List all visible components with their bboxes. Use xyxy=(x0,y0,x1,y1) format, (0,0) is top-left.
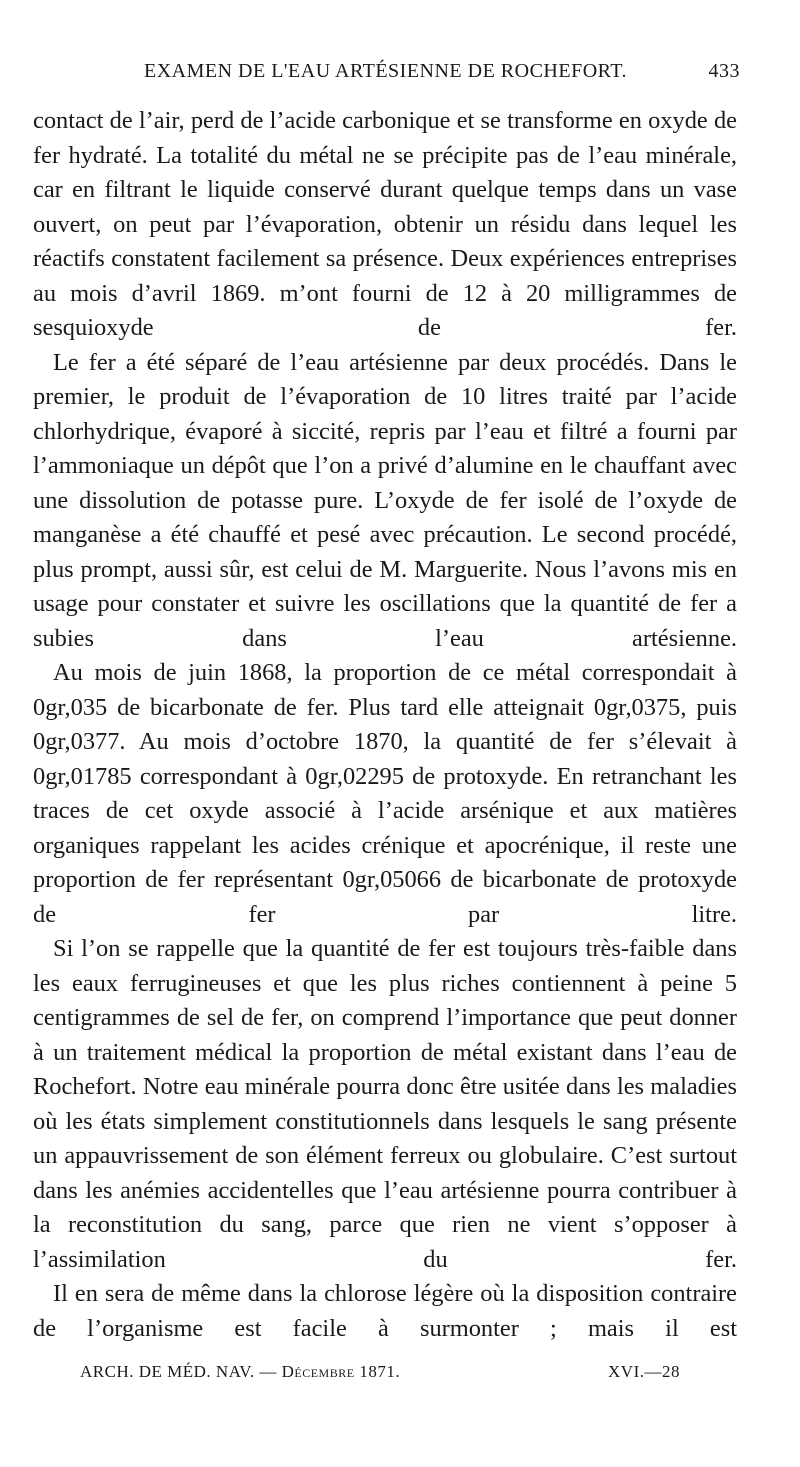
text-body xyxy=(33,104,737,1346)
paragraph: Le fer a été séparé de l’eau artésienne par deux procédés. Dans le premier, le produit de l’évaporation de 10 litres traité par l’acide chlorhydrique, évaporé à siccité, repris par l’eau et filtré a fourni par l’ammoniaque un dépôt que l’on a privé d’alumine en le chauffant avec une dissolution de potasse pure. L’oxyde de fer isolé de l’oxyde de manganèse a été chauffé et pesé avec précaution. Le second procédé, plus prompt, aussi sûr, est celui de M. Marguerite. Nous l’avons mis en usage pour constater et suivre les oscillations que la quantité de fer a subies dans l’eau artésienne. xyxy=(33,348,737,652)
paragraph: Au mois de juin 1868, la proportion de ce métal correspondait à 0gr,035 de bicarbonate de fer. Plus tard elle atteignait 0gr,0375, puis 0gr,0377. Au mois d’octobre 1870, la quantité de fer s’élevait à 0gr,01785 correspondant à 0gr,02295 de protoxyde. En retranchant les traces de cet oxyde associé à l’acide arsénique et aux matières organiques rappelant les acides crénique et apocrénique, il reste une proportion de fer représentant 0gr,05066 de bicarbonate de protoxyde de fer par litre. xyxy=(33,659,737,928)
paragraph: Il en sera de même dans la chlorose légère où la disposition contraire de l’organisme est facile à surmonter ; mais il est xyxy=(33,1280,737,1342)
footer-journal: ARCH. DE MÉD. NAV. — Décembre 1871. xyxy=(80,1362,401,1381)
paragraph: contact de l’air, perd de l’acide carbonique et se transforme en oxyde de fer hydraté. La totalité du métal ne se précipite pas de l’eau minérale, car en filtrant le liquide conservé durant quelque temps dans un vase ouvert, on peut par l’évaporation, obtenir un résidu dans lequel les réactifs constatent facilement sa présence. Deux expériences entreprises au mois d’avril 1869. m’ont fourni de 12 à 20 milligrammes de sesquioxyde de fer. xyxy=(33,107,737,341)
running-title: EXAMEN DE L'EAU ARTÉSIENNE DE ROCHEFORT. xyxy=(144,60,628,82)
footer-signature: XVI.—28 xyxy=(608,1362,680,1381)
paragraph: Si l’on se rappelle que la quantité de fer est toujours très-faible dans les eaux ferrugineuses et que les plus riches contiennent à peine 5 centigrammes de sel de fer, on comprend l’importance que peut donner à un traitement médical la proportion de métal existant dans l’eau de Rochefort. Notre eau minérale pourra donc être usitée dans les maladies où les états simplement constitutionnels dans lesquels le sang présente un appauvrissement de son élément ferreux ou globulaire. C’est surtout dans les anémies accidentelles que l’eau artésienne pourra contribuer à la reconstitution du sang, parce que rien ne vient s’opposer à l’assimilation du fer. xyxy=(33,935,737,1273)
page-number: 433 xyxy=(708,60,740,82)
